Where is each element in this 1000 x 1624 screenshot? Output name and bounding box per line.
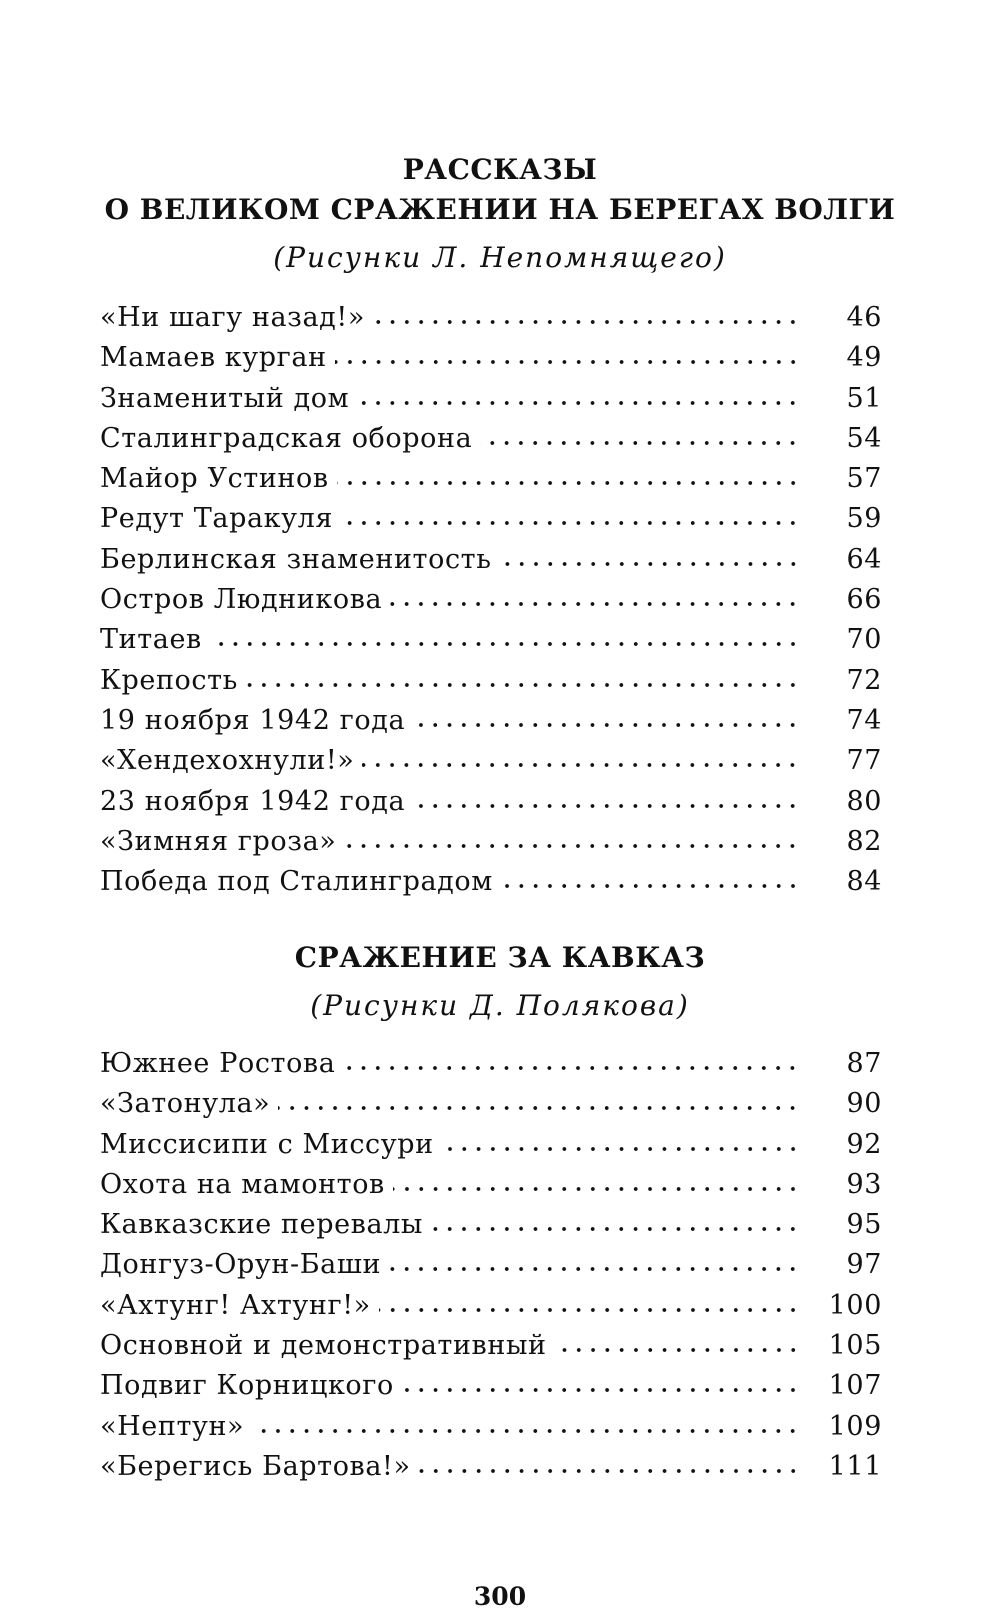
toc-entry (100, 503, 882, 543)
toc-entry-title: «Затонула» (100, 1088, 271, 1120)
toc-entry (100, 826, 882, 866)
dot-leader (390, 586, 800, 610)
toc-entry-page: 70 (846, 624, 882, 656)
toc-entry-page: 105 (828, 1330, 882, 1362)
toc-entry-page: 59 (846, 503, 882, 535)
toc-entry (100, 786, 882, 826)
dot-leader (341, 505, 800, 529)
toc-entry-page: 93 (846, 1168, 882, 1200)
toc-entry-title: 23 ноября 1942 года (100, 785, 406, 817)
toc-entry-title: Донгуз-Орун-Баши (100, 1249, 382, 1281)
toc-entry-title: Сталинградская оборона (100, 422, 473, 454)
dot-leader (500, 546, 801, 570)
toc-entry-page: 87 (846, 1048, 882, 1079)
toc-entry-page: 51 (846, 382, 882, 414)
toc-entry (100, 423, 882, 463)
dot-leader (431, 1211, 800, 1235)
toc-entry-page: 66 (846, 584, 882, 616)
toc-entry-page: 57 (846, 463, 882, 495)
toc-entry-page: 92 (846, 1128, 882, 1160)
toc-entry-title: Крепость (100, 664, 238, 696)
toc-entry (100, 383, 882, 423)
toc-entry-title: Майор Устинов (100, 463, 329, 495)
toc-entry (100, 1209, 882, 1249)
toc-entry (100, 745, 882, 785)
toc-entry (100, 1330, 882, 1370)
dot-leader (389, 1251, 800, 1275)
toc-entry (100, 624, 882, 664)
toc-entry (100, 544, 882, 584)
dot-leader (246, 667, 800, 691)
dot-leader (442, 1131, 800, 1155)
section-2-illustrator-credit: (Рисунки Д. Полякова) (310, 989, 690, 1022)
toc-entry (100, 1249, 882, 1289)
toc-entry-page: 64 (846, 543, 882, 575)
toc-entry-title: «Ни шагу назад!» (100, 302, 365, 333)
toc-entry (100, 302, 882, 342)
toc-entry (100, 1129, 882, 1169)
toc-entry-title: Остров Людникова (100, 584, 383, 616)
toc-entry-title: Миссисипи с Миссури (100, 1128, 434, 1160)
dot-leader (480, 425, 800, 449)
toc-entry (100, 1370, 882, 1410)
toc-entry-title: Знаменитый дом (100, 382, 350, 414)
toc-entry-page: 80 (846, 785, 882, 817)
toc-entry-page: 95 (846, 1209, 882, 1241)
dot-leader (278, 1090, 800, 1114)
toc-entry-title: Редут Таракуля (100, 503, 334, 535)
toc-entry-page: 100 (828, 1289, 882, 1321)
toc-entry-title: Берлинская знаменитость (100, 543, 492, 575)
toc-entry-title: 19 ноября 1942 года (100, 704, 406, 736)
toc-entry-page: 54 (846, 422, 882, 454)
toc-entry-page: 97 (846, 1249, 882, 1281)
dot-leader (419, 1453, 800, 1477)
toc-entry-page: 74 (846, 704, 882, 736)
dot-leader (373, 304, 800, 328)
dot-leader (413, 707, 800, 731)
toc-entry-title: Кавказские перевалы (100, 1209, 424, 1241)
toc-entry-title: Южнее Ростова (100, 1048, 336, 1079)
toc-entry-page: 84 (846, 866, 882, 898)
section-2-heading: СРАЖЕНИЕ ЗА КАВКАЗ (294, 941, 706, 974)
dot-leader (501, 868, 800, 892)
toc-entry-title: «Ахтунг! Ахтунг!» (100, 1289, 371, 1321)
toc-entry-page: 72 (846, 664, 882, 696)
section-2-toc-list (100, 1048, 882, 1491)
toc-entry-page: 109 (828, 1410, 882, 1442)
toc-entry-page: 46 (846, 302, 882, 333)
dot-leader (402, 1372, 800, 1396)
dot-leader (379, 1292, 800, 1316)
dot-leader (362, 747, 800, 771)
dot-leader (335, 344, 800, 368)
dot-leader (344, 828, 800, 852)
dot-leader (210, 626, 800, 650)
toc-entry-title: Охота на мамонтов (100, 1168, 385, 1200)
toc-entry (100, 1169, 882, 1209)
dot-leader (393, 1171, 800, 1195)
toc-entry-title: Подвиг Корницкого (100, 1370, 394, 1402)
toc-entry-title: Победа под Сталинградом (100, 866, 493, 898)
page-number: 300 (473, 1582, 527, 1611)
toc-entry-page: 82 (846, 825, 882, 857)
toc-entry-page: 49 (846, 342, 882, 374)
dot-leader (413, 788, 800, 812)
toc-entry (100, 342, 882, 382)
toc-entry (100, 866, 882, 906)
toc-entry (100, 1290, 882, 1330)
toc-entry-title: Мамаев курган (100, 342, 327, 374)
section-1-toc-list (100, 302, 882, 906)
dot-leader (555, 1332, 800, 1356)
toc-entry-title: «Нептун» (100, 1410, 245, 1442)
dot-leader (357, 385, 800, 409)
toc-entry-title: «Хендехохнули!» (100, 745, 355, 777)
toc-entry-title: Основной и демонстративный (100, 1330, 547, 1362)
toc-entry (100, 705, 882, 745)
section-1-illustrator-credit: (Рисунки Л. Непомнящего) (273, 241, 727, 274)
toc-entry-page: 90 (846, 1088, 882, 1120)
toc-entry (100, 1451, 882, 1491)
toc-entry (100, 1048, 882, 1088)
dot-leader (343, 1050, 800, 1074)
section-1-heading-line-1: РАССКАЗЫ (402, 153, 598, 186)
toc-entry (100, 1411, 882, 1451)
toc-entry-title: «Берегись Бартова!» (100, 1450, 411, 1482)
toc-entry-title: «Зимняя гроза» (100, 825, 337, 857)
toc-entry (100, 584, 882, 624)
toc-entry-page: 107 (828, 1370, 882, 1402)
dot-leader (252, 1413, 800, 1437)
toc-entry-title: Титаев (100, 624, 202, 656)
toc-entry-page: 111 (828, 1450, 882, 1482)
toc-entry (100, 665, 882, 705)
section-1-heading-line-2: О ВЕЛИКОМ СРАЖЕНИИ НА БЕРЕГАХ ВОЛГИ (104, 193, 896, 226)
toc-entry (100, 463, 882, 503)
toc-entry (100, 1088, 882, 1128)
toc-entry-page: 77 (846, 745, 882, 777)
dot-leader (337, 465, 800, 489)
